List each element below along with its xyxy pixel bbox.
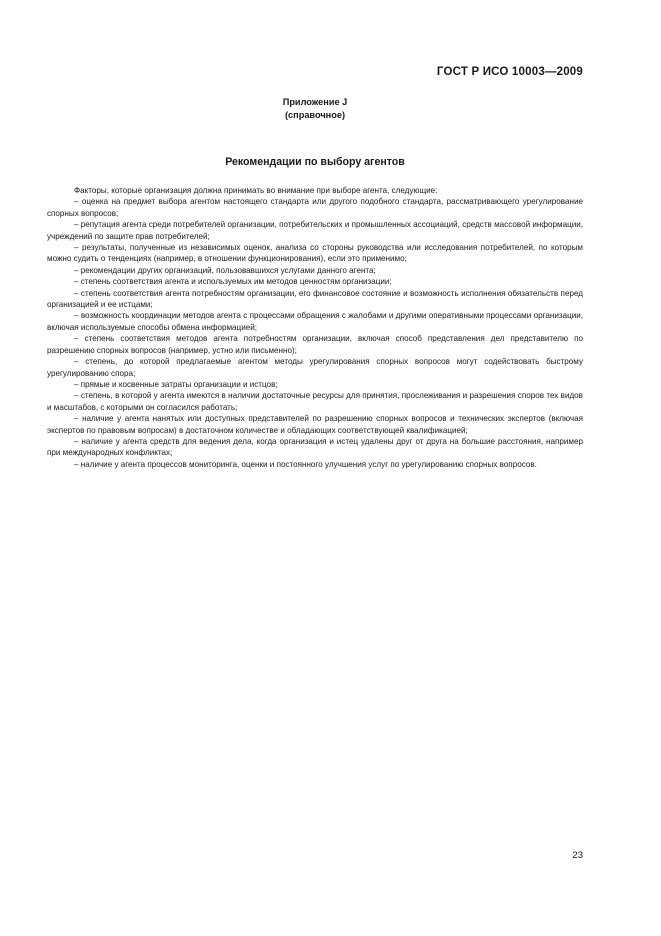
list-item: – степень, в которой у агента имеются в наличии достаточные ресурсы для принятия, прослеживания и разрешения споров тех видов и масштабов, с которыми он согласился работать; [47,391,583,412]
list-item: – наличие у агента процессов мониторинга, оценки и постоянного улучшения услуг по урегулированию спорных вопросов. [74,459,537,469]
list-item: – рекомендации других организаций, пользовавшихся услугами данного агента; [74,265,376,275]
list-item: – возможность координации методов агента с процессами обращения с жалобами и другими оперативными процессами организации, включая используемые способы обмена информацией; [47,311,583,332]
list-item: – степень, до которой предлагаемые агентом методы урегулирования спорных вопросов могут содействовать быстрому урегулированию спора; [47,357,583,378]
list-item: – прямые и косвенные затраты организации и истцов; [74,379,278,389]
list-item: – оценка на предмет выбора агентом настоящего стандарта или другого подобного стандарта, рассматривающего урегулирование спорных вопросов; [47,197,583,218]
list-item: – степень соответствия агента потребностям организации, его финансовое состояние и возможность исполнения обязательств перед организацией и ее истцами; [47,288,583,310]
list-item: – степень соответствия методов агента потребностям организации, включая способ представления дел представителю по разрешению спорных вопросов (например, устно или письменно); [47,334,583,355]
paragraph-intro: Факторы, которые организация должна принимать во внимание при выборе агента, следующие: [74,186,438,195]
list-item: – наличие у агента нанятых или доступных представителей по разрешению спорных вопросов и технических экспертов (включая экспертов по правовым вопросам) в достаточном количестве и обладающих соответствующей квалификацией; [47,414,583,435]
page-number: 23 [572,850,583,861]
section-title: Рекомендации по выбору агентов [225,156,405,168]
list-item: – степень соответствия агента и используемых им методов ценностям организации; [74,277,392,287]
standard-header: ГОСТ Р ИСО 10003—2009 [436,66,583,78]
list-item: – результаты, полученные из независимых оценок, анализа со стороны руководства или исследования потребителей, по которым можно судить о тенденциях (например, в отношении функционирования), если это применимо; [47,243,583,264]
list-item: – репутация агента среди потребителей организации, потребительских и промышленных ассоциаций, средств массовой информации, учреждений по защите прав потребителей; [47,220,583,241]
annex-heading [0,96,630,122]
annex-label: Приложение J [282,97,348,107]
body-text [47,185,583,470]
list-item: – наличие у агента средств для ведения дела, когда организация и истец удалены друг от друга на большие расстояния, например при международных конфликтах; [47,436,583,458]
annex-note: (справочное) [284,110,345,120]
